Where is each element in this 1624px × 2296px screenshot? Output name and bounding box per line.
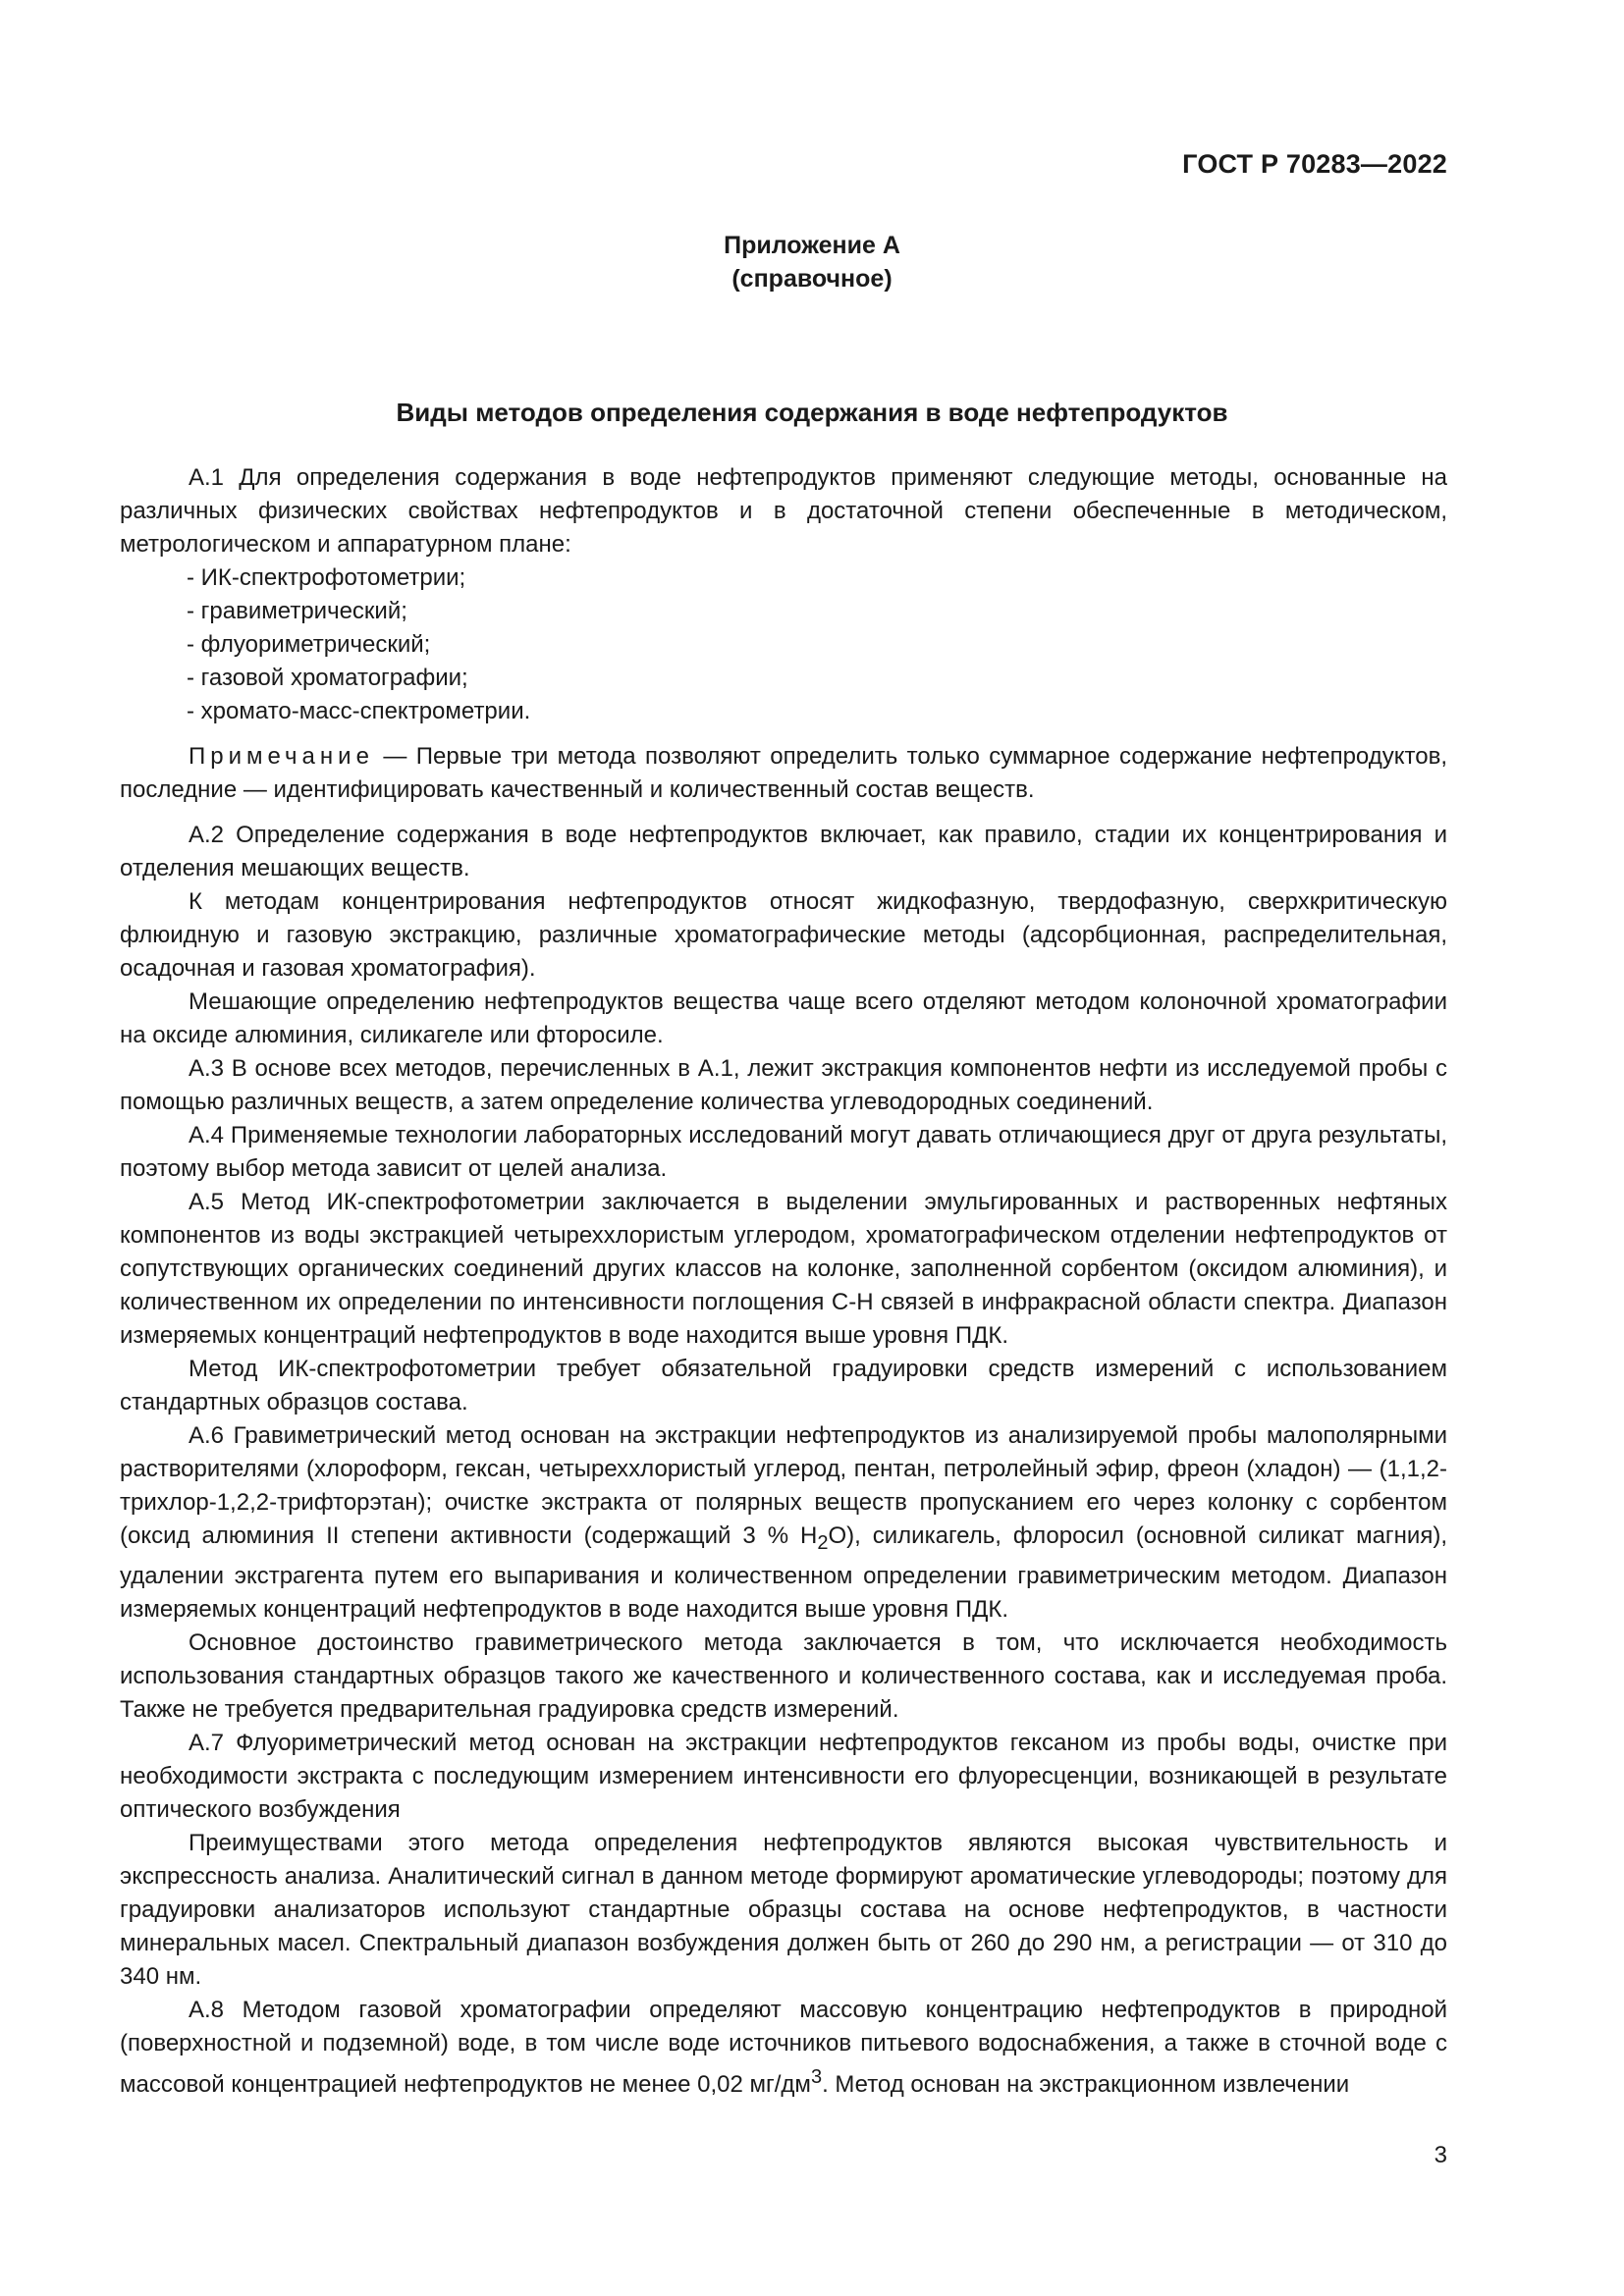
a6-subscript: 2 [817,1531,829,1554]
methods-list [120,561,1447,728]
appendix-title: Приложение А [724,232,900,259]
a8-text-start: А.8 Методом газовой хроматографии определяют массовую концентрацию нефтепродуктов в природной (поверхностной и подземной) воде, в том числе воде источников питьевого водоснабжения, а также в сточной воде с массовой концентрацией нефтепродуктов не менее 0,02 мг/дм [120,1996,1447,2098]
paragraph-a2-3: Мешающие определению нефтепродуктов вещества чаще всего отделяют методом колоночной хроматографии на оксиде алюминия, силикагеле или фторосиле. [120,988,1447,1048]
paragraph-a3: А.3 В основе всех методов, перечисленных в А.1, лежит экстракция компонентов нефти из исследуемой пробы с помощью различных веществ, а затем определение количества углеводородных соединений. [120,1055,1447,1115]
document-code: ГОСТ Р 70283—2022 [1182,149,1447,179]
paragraph-a4: А.4 Применяемые технологии лабораторных исследований могут давать отличающиеся друг от друга результаты, поэтому выбор метода зависит от целей анализа. [120,1122,1447,1182]
list-item: - газовой хроматографии; [187,662,1447,695]
paragraph-a5-1: А.5 Метод ИК-спектрофотометрии заключается в выделении эмульгированных и растворенных нефтяных компонентов из воды экстракцией четыреххлористым углеродом, хроматографическом отделении нефтепродуктов от сопутствующих органических соединений других классов на колонке, заполненной сорбентом (оксидом алюминия), и количественном их определении по интенсивности поглощения С-Н связей в инфракрасной области спектра. Диапазон измеряемых концентраций нефтепродуктов в воде находится выше уровня ПДК. [120,1189,1447,1349]
appendix-heading [0,229,1624,295]
paragraph-a6-1 [120,1419,1447,1627]
appendix-subtitle: (справочное) [731,265,893,293]
a8-text-end: . Метод основан на экстракционном извлечении [822,2070,1350,2098]
paragraph-a8 [120,1994,1447,2102]
note-label: Примечание [189,743,374,770]
list-item: - хромато-масс-спектрометрии. [187,695,1447,728]
paragraph-a1: А.1 Для определения содержания в воде нефтепродуктов применяют следующие методы, основанные на различных физических свойствах нефтепродуктов и в достаточной степени обеспеченные в методическом, метрологическом и аппаратурном плане: [120,464,1447,558]
paragraph-a5-2: Метод ИК-спектрофотометрии требует обязательной градуировки средств измерений с использованием стандартных образцов состава. [120,1356,1447,1415]
paragraph-a6-2: Основное достоинство гравиметрического метода заключается в том, что исключается необходимость использования стандартных образцов такого же качественного и количественного состава, как и исследуемая проба. Также не требуется предварительная градуировка средств измерений. [120,1629,1447,1723]
paragraph-a2-1: А.2 Определение содержания в воде нефтепродуктов включает, как правило, стадии их концентрирования и отделения мешающих веществ. [120,822,1447,881]
document-body [120,461,1447,2102]
note-text: — Первые три метода позволяют определить только суммарное содержание нефтепродуктов, последние — идентифицировать качественный и количественный состав веществ. [120,743,1447,803]
list-item: - гравиметрический; [187,595,1447,628]
a6-text-start: А.6 Гравиметрический метод основан на экстракции нефтепродуктов из анализируемой пробы малополярными растворителями (хлороформ, гексан, четыреххлористый углерод, пентан, петролейный эфир, фреон (хладон) — (1,1,2-трихлор-1,2,2-трифторэтан); очистке экстракта от полярных веществ пропусканием его через колонку с сорбентом (оксид алюминия II степени активности (содержащий 3 % H [120,1422,1447,1549]
a6-text-end: O), силикагель, флоросил (основной силикат магния), удалении экстрагента путем его выпаривания и количественном определении гравиметрическим методом. Диапазон измеряемых концентраций нефтепродуктов в воде находится выше уровня ПДК. [120,1522,1447,1623]
list-item: - флуориметрический; [187,628,1447,662]
paragraph-a2-2: К методам концентрирования нефтепродуктов относят жидкофазную, твердофазную, сверхкритическую флюидную и газовую экстракцию, различные хроматографические методы (адсорбционная, распределительная, осадочная и газовая хроматография). [120,888,1447,982]
note-paragraph [120,740,1447,807]
section-title: Виды методов определения содержания в воде нефтепродуктов [396,398,1228,427]
page-number: 3 [1434,2142,1447,2168]
paragraph-a7-1: А.7 Флуориметрический метод основан на экстракции нефтепродуктов гексаном из пробы воды, очистке при необходимости экстракта с последующим измерением интенсивности его флуоресценции, возникающей в результате оптического возбуждения [120,1729,1447,1823]
paragraph-a7-2: Преимуществами этого метода определения нефтепродуктов являются высокая чувствительность и экспрессность анализа. Аналитический сигнал в данном методе формируют ароматические углеводороды; поэтому для градуировки анализаторов используют стандартные образцы состава на основе нефтепродуктов, в частности минеральных масел. Спектральный диапазон возбуждения должен быть от 260 до 290 нм, а регистрации — от 310 до 340 нм. [120,1829,1447,1990]
a8-superscript: 3 [810,2065,823,2088]
list-item: - ИК-спектрофотометрии; [187,561,1447,595]
